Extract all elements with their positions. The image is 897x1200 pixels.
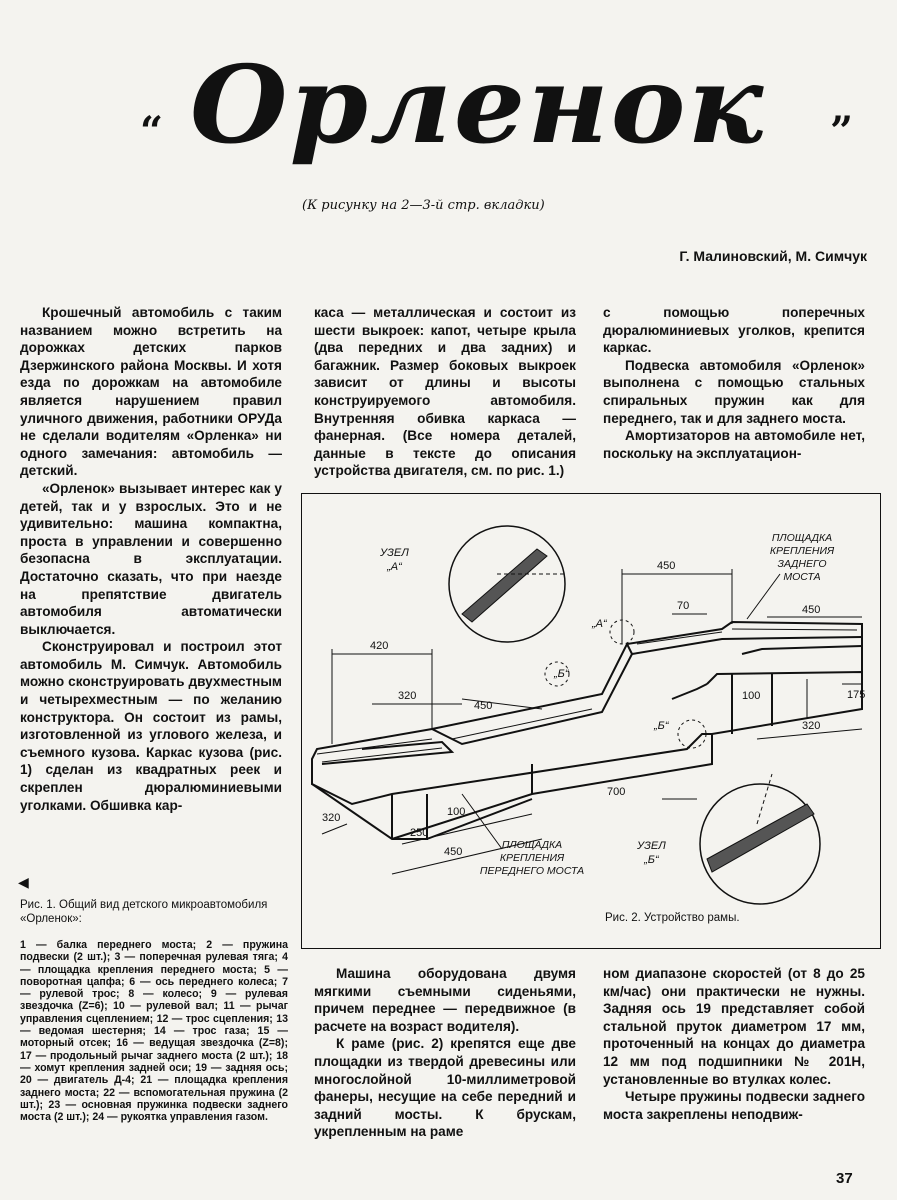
mark-a: „А“	[592, 618, 607, 630]
paragraph: «Орленок» вызывает интерес как у детей, так и у взрослых. Это и не удивительно: машина компактна, проста в управлении и совершенно безопасна в эксплуатации. Достаточно сказать, что при наезде на препятствие двигатель автомобиля автоматически выключается.	[20, 480, 282, 637]
front-platform-label-line: ПЕРЕДНЕГО МОСТА	[479, 865, 585, 877]
node-a-label-line: „А“	[387, 561, 402, 573]
dimension-label: 70	[677, 600, 690, 612]
dimension-label: 450	[444, 846, 463, 858]
title-open-quote: “	[140, 108, 164, 155]
paragraph: К раме (рис. 2) крепятся еще две площадки из твердой древесины или многослойной 10-миллиметровой фанеры, несущие на себе передний и задний мосты. К брускам, укрепленным на раме	[314, 1036, 576, 1140]
dimension-label: 250	[410, 827, 429, 839]
paragraph: Четыре пружины подвески заднего моста закреплены неподвиж-	[603, 1089, 865, 1122]
paragraph: Амортизаторов на автомобиле нет, поскольку на эксплуатацион-	[603, 428, 865, 461]
dimension-label: 100	[742, 690, 761, 702]
mark-b: „Б“	[654, 720, 669, 732]
rear-platform-label	[752, 532, 852, 584]
rear-platform-label-line: КРЕПЛЕНИЯ	[769, 545, 835, 557]
figure-1-marker: ◀	[18, 874, 29, 890]
front-platform-label-line: ПЛОЩАДКА	[501, 839, 563, 851]
dimension-label: 450	[657, 560, 676, 572]
page-number: 37	[836, 1170, 853, 1187]
rear-platform-label-line: ЗАДНЕГО	[777, 558, 827, 570]
dimension-label: 420	[370, 640, 389, 652]
paragraph: ном диапазоне скоростей (от 8 до 25 км/час) они практически не нужны. Задняя ось 19 представляет собой стальной пруток диаметром 17 мм, проточенный на концах до диаметра 12 мм под подшипники № 201Н, установленные во втулках колес.	[603, 966, 865, 1087]
text-column-2	[314, 304, 576, 480]
dimension-label: 320	[322, 812, 341, 824]
title-close-quote: ”	[830, 108, 854, 155]
dimension-label: 320	[398, 690, 417, 702]
dimension-label: 700	[607, 786, 626, 798]
figure-2-caption: Рис. 2. Устройство рамы.	[605, 912, 740, 924]
text-column-3-bottom	[603, 965, 865, 1123]
paragraph: Подвеска автомобиля «Орленок» выполнена с помощью стальных спиральных пружин как для переднего, так и для заднего моста.	[603, 357, 865, 426]
dimension-label: 320	[802, 720, 821, 732]
front-platform-label-line: КРЕПЛЕНИЯ	[499, 852, 565, 864]
figure-1-caption: Рис. 1. Общий вид детского микроавтомобиля «Орленок»:	[20, 899, 268, 925]
text-column-2-bottom	[314, 965, 576, 1141]
node-b-label-line: УЗЕЛ	[637, 840, 666, 852]
paragraph: Крошечный автомобиль с таким названием можно встретить на дорожках детских парков Дзержинского района Москвы. И хотя езда по дорожкам на автомобиле является нарушением правил уличного движения, работники ОРУДа не сделали водителям «Орленка» ни одного замечания: автомобиль — детский.	[20, 305, 282, 479]
dimension-label: 450	[474, 700, 493, 712]
figure-2-frame	[301, 493, 881, 949]
text-column-1	[20, 304, 282, 814]
figure-1-legend: 1 — балка переднего моста; 2 — пружина подвески (2 шт.); 3 — поперечная рулевая тяга; 4 — площадка крепления переднего моста; 5 — поворотная цапфа; 6 — ось переднего колеса; 7 — рулевой трос; 8 — колесо; 9 — рулевая звездочка (Z=6); 10 — рулевой вал; 11 — рычаг управления сцеплением; 12 — трос сцепления; 13 — ведомая шестерня; 14 — трос газа; 15 — моторный отсек; 16 — ведущая звездочка (Z=8); 17 — продольный рычаг заднего моста (2 шт.); 18 — хомут крепления задней оси; 19 — задняя ось; 20 — двигатель Д-4; 21 — площадка крепления заднего моста; 22 — вспомогательная пружина (2 шт.); 23 — основная пружинка подвески заднего моста (2 шт.); 24 — рукоятка управления газом.	[20, 939, 288, 1124]
node-b-label	[637, 839, 666, 867]
page-title: Орленок	[190, 43, 766, 168]
paragraph: каса — металлическая и состоит из шести выкроек: капот, четыре крыла (два передних и два задних) и багажник. Размер боковых выкроек зависит от длины и высоты конструируемого автомобиля. Внутренняя обивка каркаса — фанерная. (Все номера деталей, данные в тексте до описания устройства двигателя, см. по рис. 1.)	[314, 305, 576, 479]
paragraph: с помощью поперечных дюралюминиевых уголков, крепится каркас.	[603, 305, 865, 356]
front-platform-label	[462, 839, 602, 878]
paragraph: Машина оборудована двумя мягкими съемными сиденьями, причем переднее — передвижное (в расчете на возраст водителя).	[314, 966, 576, 1034]
node-b-label-line: „Б“	[644, 854, 659, 866]
authors: Г. Малиновский, М. Симчук	[679, 248, 867, 264]
node-a-label-line: УЗЕЛ	[380, 547, 409, 559]
rear-platform-label-line: ПЛОЩАДКА	[771, 532, 833, 544]
text-column-3	[603, 304, 865, 462]
dimension-label: 100	[447, 806, 466, 818]
dimension-label: 450	[802, 604, 821, 616]
rear-platform-label-line: МОСТА	[783, 571, 821, 583]
mark-b: „Б“	[554, 668, 569, 680]
dimension-label: 175	[847, 689, 866, 701]
node-a-label	[380, 546, 409, 574]
paragraph: Сконструировал и построил этот автомобиль М. Симчук. Автомобиль можно сконструировать двухместным и четырехместным — по желанию конструктора. Он состоит из рамы, изготовленной из углового железа, и съемного кузова. Каркас кузова (рис. 1) сделан из квадратных реек и скреплен дюралюминиевыми уголками. Обшивка кар-	[20, 639, 282, 813]
subtitle: (К рисунку на 2—3-й стр. вкладки)	[302, 198, 545, 213]
